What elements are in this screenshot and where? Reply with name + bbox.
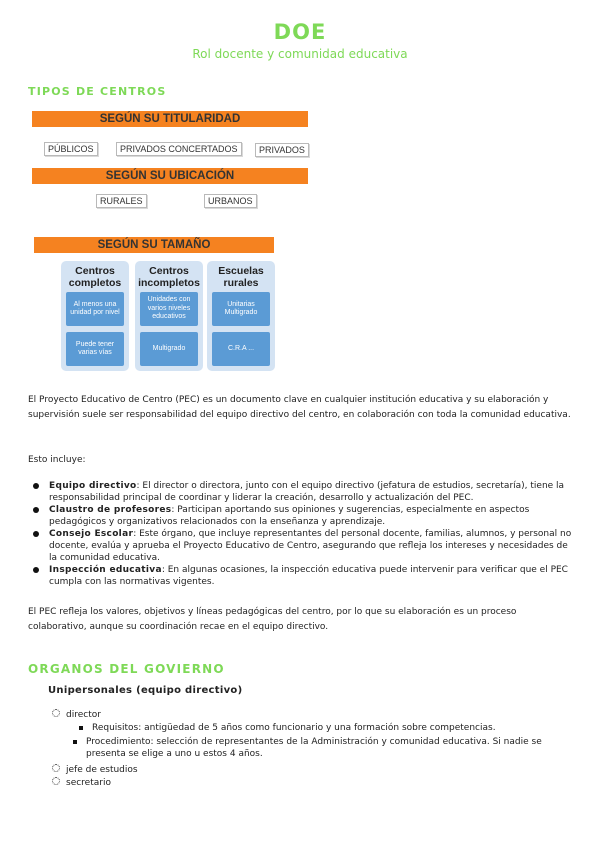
column-box: Puede tener varias vías (66, 332, 124, 366)
bullet-icon (33, 567, 39, 573)
bullet-icon (33, 531, 39, 537)
tag-urbanos: URBANOS (204, 194, 257, 208)
square-bullet-icon (79, 726, 83, 730)
list-item-text: : En algunas ocasiones, la inspección educativa puede intervenir para verificar que el PEC cumpla con las normativas vigentes. (49, 565, 568, 587)
bullet-icon (33, 483, 39, 489)
square-bullet-icon (73, 740, 77, 744)
bar-ubicacion: SEGÚN SU UBICACIÓN (32, 168, 308, 184)
list-item (28, 480, 576, 504)
list-item-text: : Participan aportando sus opiniones y sugerencias, especialmente en aspectos pedagógicos y organizativos relacionados con la enseñanza y aprendizaje. (49, 505, 530, 527)
list-item-term: Inspección educativa (49, 565, 162, 575)
list-item (28, 564, 576, 588)
closing-paragraph: El PEC refleja los valores, objetivos y líneas pedagógicas del centro, por lo que su elaboración es un proceso colaborativo, aunque su coordinación recae en el equipo directivo. (28, 607, 517, 632)
list-item-secretario (52, 777, 111, 789)
sublist-item (92, 722, 572, 734)
column-centros-incompletos (135, 261, 203, 371)
list-item-jefe-estudios (52, 764, 138, 776)
column-title: Centros completos (68, 265, 122, 289)
list-item-label: director (66, 710, 101, 720)
column-title: Centros incompletos (138, 265, 200, 289)
bullet-icon (33, 507, 39, 513)
tag-privados-concertados: PRIVADOS CONCERTADOS (116, 142, 242, 156)
column-box: C.R.A ... (212, 332, 270, 366)
column-title: Escuelas rurales (218, 265, 264, 289)
column-box: Multigrado (140, 332, 198, 366)
circle-bullet-icon (52, 764, 60, 772)
list-item-label: jefe de estudios (66, 765, 138, 775)
circle-bullet-icon (52, 709, 60, 717)
sublist-item-text: Procedimiento: selección de representantes de la Administración y comunidad educativa. Si nadie se presenta se elige a uno u estos 4 años. (86, 737, 542, 759)
column-escuelas-rurales (207, 261, 275, 371)
list-item-text: : El director o directora, junto con el equipo directivo (jefatura de estudios, secretaría), tiene la responsabilidad principal de coordinar y liderar la creación, desarrollo y actualización del PEC. (49, 481, 565, 503)
list-item-text: : Este órgano, que incluye representantes del personal docente, familias, alumnos, y personal no docente, evalúa y aprueba el Proyecto Educativo de Centro, asegurando que refleja los intereses y necesidades de la comunidad educativa. (49, 529, 572, 563)
list-item-director (52, 709, 101, 721)
tag-rurales: RURALES (96, 194, 147, 208)
intro-paragraph: El Proyecto Educativo de Centro (PEC) es un documento clave en cualquier institución educativa y su elaboración y supervisión suele ser responsabilidad del equipo directivo del centro, en colaboración con toda la comunidad educativa. (28, 395, 571, 420)
list-item-label: secretario (66, 778, 111, 788)
esto-incluye: Esto incluye: (28, 455, 86, 465)
list-item (28, 528, 576, 564)
page-title: DOE (273, 20, 327, 44)
column-box: Unidades con varios niveles educativos (140, 292, 198, 326)
bar-titularidad: SEGÚN SU TITULARIDAD (32, 111, 308, 127)
list-item-term: Equipo directivo (49, 481, 137, 491)
column-box: Al menos una unidad por nivel (66, 292, 124, 326)
sublist-item-text: Requisitos: antigüedad de 5 años como funcionario y una formación sobre competencias. (92, 723, 496, 733)
tag-privados: PRIVADOS (255, 143, 309, 157)
unipersonales-heading: Unipersonales (equipo directivo) (48, 685, 243, 696)
list-item-term: Claustro de profesores (49, 505, 172, 515)
page-subtitle: Rol docente y comunidad educativa (192, 47, 408, 61)
sublist-item (86, 736, 566, 760)
column-box: Unitarias Multigrado (212, 292, 270, 326)
tag-publicos: PÚBLICOS (44, 142, 98, 156)
column-centros-completos (61, 261, 129, 371)
section-heading-tipos: TIPOS DE CENTROS (28, 85, 167, 98)
list-item (28, 504, 576, 528)
responsables-list (28, 480, 576, 588)
bar-tamano: SEGÚN SU TAMAÑO (34, 237, 274, 253)
section-heading-organos: ORGANOS DEL GOVIERNO (28, 662, 225, 676)
list-item-term: Consejo Escolar (49, 529, 134, 539)
circle-bullet-icon (52, 777, 60, 785)
